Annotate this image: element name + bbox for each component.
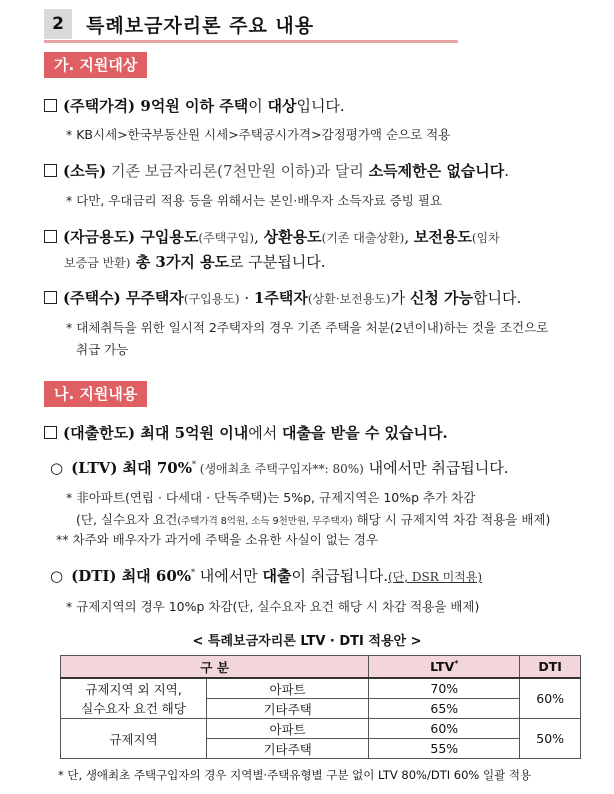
table-row <box>61 719 581 739</box>
circle-bullet-icon: ○ <box>50 567 64 585</box>
note-ltv-1: * 非아파트(연립 · 다세대 · 단독주택)는 5%p, 규제지역은 10%p 추가 차감 <box>66 490 476 505</box>
list-item-house-count: (주택수) 무주택자(구입용도) · 1주택자(상환·보전용도)가 신청 가능합니다. <box>44 287 521 308</box>
title-underline <box>44 40 458 43</box>
header-ltv: LTV* <box>369 656 520 679</box>
checkbox-square-icon <box>44 230 57 243</box>
circle-bullet-icon: ○ <box>50 459 64 477</box>
note-house-count-cont: 취급 가능 <box>76 342 129 357</box>
cell-type: 아파트 <box>207 719 369 739</box>
sub-item-ltv: ○ (LTV) 최대 70%* (생애최초 주택구입자**: 80%) 내에서만 취급됩니다. <box>50 459 509 477</box>
ltv-dti-table <box>60 655 581 759</box>
sub-item-dti: ○ (DTI) 최대 60%* 내에서만 대출이 취급됩니다.(단, DSR 미적용) <box>50 567 483 585</box>
list-item-price: (주택가격) 9억원 이하 주택이 대상입니다. <box>44 95 345 116</box>
section-label-support-target: 가. 지원대상 <box>44 52 147 78</box>
note-ltv-2: (단, 실수요자 요건(주택가격 8억원, 소득 9천만원, 무주택자) 해당 시 규제지역 차감 적용을 배제) <box>76 512 551 527</box>
table-footnote: * 단, 생애최초 주택구입자의 경우 지역별·주택유형별 구분 없이 LTV 80%/DTI 60% 일괄 적용 <box>58 768 532 782</box>
cell-dti: 60% <box>520 678 581 719</box>
checkbox-square-icon <box>44 291 57 304</box>
cell-type: 기타주택 <box>207 699 369 719</box>
cell-type: 아파트 <box>207 678 369 699</box>
list-item-income: (소득) 기존 보금자리론(7천만원 이하)과 달리 소득제한은 없습니다. <box>44 160 509 181</box>
section-number: 2 <box>44 9 72 39</box>
section-label-support-content: 나. 지원내용 <box>44 381 147 407</box>
note-income: * 다만, 우대금리 적용 등을 위해서는 본인·배우자 소득자료 증빙 필요 <box>66 193 442 208</box>
checkbox-square-icon <box>44 99 57 112</box>
table-row <box>61 678 581 699</box>
cell-type: 기타주택 <box>207 739 369 759</box>
list-item-loan-limit: (대출한도) 최대 5억원 이내에서 대출을 받을 수 있습니다. <box>44 422 448 443</box>
page-title: 특례보금자리론 주요 내용 <box>86 15 315 37</box>
cell-ltv: 60% <box>369 719 520 739</box>
note-house-count: * 대체취득을 위한 일시적 2주택자의 경우 기존 주택을 처분(2년이내)하는 것을 조건으로 <box>66 320 549 335</box>
note-dti: * 규제지역의 경우 10%p 차감(단, 실수요자 요건 해당 시 차감 적용을 배제) <box>66 599 480 614</box>
checkbox-square-icon <box>44 426 57 439</box>
table-caption: < 특례보금자리론 LTV · DTI 적용안 > <box>192 634 422 649</box>
checkbox-square-icon <box>44 164 57 177</box>
table-header-row <box>61 656 581 679</box>
cell-region: 규제지역 외 지역, 실수요자 요건 해당 <box>61 678 207 719</box>
cell-region: 규제지역 <box>61 719 207 759</box>
cell-ltv: 55% <box>369 739 520 759</box>
note-price: * KB시세>한국부동산원 시세>주택공시가격>감정평가액 순으로 적용 <box>66 127 451 142</box>
cell-ltv: 70% <box>369 678 520 699</box>
note-ltv-3: ** 차주와 배우자가 과거에 주택을 소유한 사실이 없는 경우 <box>56 532 379 547</box>
cell-dti: 50% <box>520 719 581 759</box>
list-item-fund-use-cont: 보증금 반환) 총 3가지 용도로 구분됩니다. <box>64 253 326 271</box>
header-category: 구 분 <box>61 656 369 679</box>
list-item-fund-use: (자금용도) 구입용도(주택구입), 상환용도(기존 대출상환), 보전용도(임차 <box>44 226 500 247</box>
header-dti: DTI <box>520 656 581 679</box>
cell-ltv: 65% <box>369 699 520 719</box>
